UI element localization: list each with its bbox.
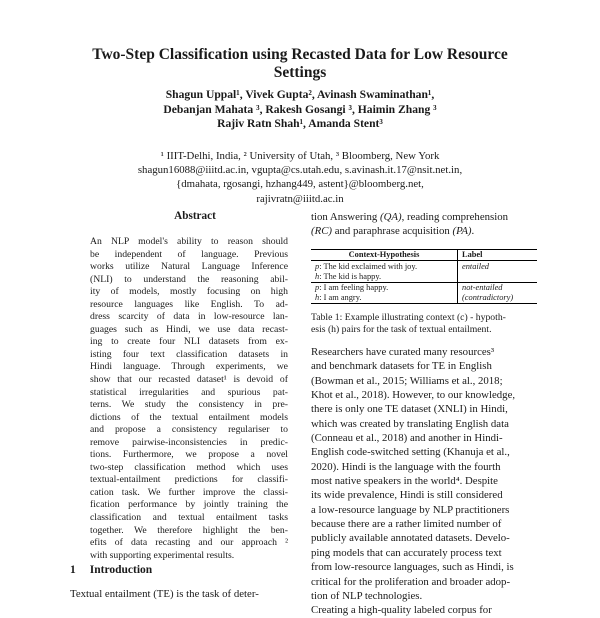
right-column-body [311, 345, 537, 618]
email-line: {dmahata, rgosangi, hzhang449, astent}@bloomberg.net, [176, 178, 424, 191]
abstract-line: fication performance by jointly training the [90, 499, 288, 511]
abstract-line: (NLI) to understand the reasoning abil- [90, 273, 288, 285]
label-cell: not-entailed [462, 283, 503, 292]
premise-marker: p [315, 262, 320, 271]
abstract-line: textual-entailment predictions for classifi- [90, 474, 288, 486]
abstract-line: with supporting experimental results. [90, 549, 235, 561]
label-cell: entailed [462, 262, 489, 271]
title-line: Settings [273, 64, 327, 81]
paper-title [60, 46, 540, 82]
abstract-body [90, 236, 288, 562]
table-cell: : I am feeling happy. [319, 283, 389, 292]
abstract-line: resource languages like English. To ad- [90, 298, 288, 310]
abstract-line: works utilize Natural Language Inference [90, 261, 288, 273]
abstract-line: ity of models, mostly focusing on high [90, 286, 288, 298]
author-list [60, 88, 540, 132]
abstract-line: cation task. We further improve the classi- [90, 486, 288, 498]
body-line: 2020). Hindi is the language with the fourth [311, 460, 501, 473]
body-line: (RC) and paraphrase acquisition (PA). [311, 225, 475, 237]
body-line: a low-resource language by NLP practitioners [311, 503, 510, 516]
author-line: Shagun Uppal¹, Vivek Gupta², Avinash Swaminathan¹, [165, 88, 435, 101]
premise-marker: p [315, 283, 320, 292]
body-line: and benchmark datasets for TE in English [311, 360, 492, 373]
abstract-line: terns. We study the consistency in pre- [90, 399, 288, 411]
abstract-line: statistical irregularities and spurious pat- [90, 386, 288, 398]
label-cell [458, 272, 538, 283]
body-line: ping models that can accurately process text [311, 546, 502, 559]
hypothesis-marker: h [315, 293, 320, 302]
abstract-heading: Abstract [174, 210, 216, 222]
abstract-line: Hindi language. Through experiments, we [90, 361, 288, 373]
body-line: which was created by translating English data [311, 417, 509, 430]
body-line: Researchers have curated many resources³ [311, 346, 495, 358]
abstract-line: be independent of language. Previous [90, 248, 288, 260]
body-italic: (RC) [311, 225, 332, 237]
table-row [311, 293, 537, 304]
affiliations [60, 149, 540, 206]
body-line: Khot et al., 2018). However, to our knowledge, [311, 389, 516, 402]
abstract-line: An NLP model's ability to reason should [90, 236, 288, 247]
body-line: its wide prevalence, Hindi is still considered [311, 489, 503, 502]
abstract-line: show that our recasted dataset¹ is devoid of [90, 374, 288, 386]
body-line: from low-resource languages, such as Hindi, is [311, 561, 514, 574]
table-row [311, 272, 537, 283]
abstract-line: ing to create four NLI datasets from ex- [90, 336, 288, 348]
table-cell: : The kid is happy. [319, 272, 382, 281]
table-cell: : The kid exclaimed with joy. [319, 262, 418, 271]
abstract-line: efits of data recasting and our approach ² [90, 537, 288, 549]
table-row [311, 283, 537, 294]
label-cell: (contradictory) [458, 293, 538, 304]
table-caption [311, 312, 537, 336]
email-line: rajivratn@iiitd.ac.in [256, 192, 344, 205]
body-line: English code-switched setting (Khanuja et al., [311, 446, 510, 459]
body-line: Creating a high-quality labeled corpus for [311, 604, 492, 617]
abstract-line: dictions of the textual entailment models [90, 411, 288, 423]
section-number: 1 [70, 564, 76, 576]
body-line: (Bowman et al., 2015; Williams et al., 2018; [311, 374, 503, 387]
abstract-line: two-step classification method which uses [90, 461, 288, 473]
right-column-top [311, 210, 537, 238]
body-italic: (QA) [379, 211, 402, 223]
affiliation-line: ¹ IIIT-Delhi, India, ² University of Utah, ³ Bloomberg, New York [160, 150, 440, 162]
body-line: tion of NLP technologies. [311, 589, 423, 602]
body-line: because there are a rather limited number of [311, 518, 502, 531]
body-line: most native speakers in the world⁴. Despite [311, 475, 498, 488]
abstract-line: and propose a consistency regulariser to [90, 424, 288, 436]
body-line: tion Answering (QA), reading comprehension [311, 211, 509, 223]
abstract-line: remove pairwise-inconsistencies in predic- [90, 436, 288, 448]
caption-line: esis (h) pairs for the task of textual entailment. [311, 324, 492, 336]
intro-first-line: Textual entailment (TE) is the task of deter- [70, 588, 259, 600]
author-line: Debanjan Mahata ³, Rakesh Gosangi ³, Haimin Zhang ³ [163, 102, 437, 116]
body-line: there is only one TE dataset (XNLI) in Hindi, [311, 403, 508, 416]
abstract-line: dress scarcity of data in low-resource lan- [90, 311, 288, 323]
body-line: critical for the proliferation and broader adop- [311, 575, 511, 588]
body-line: publicly available annotated datasets. Develo- [311, 532, 510, 545]
table-cell: : I am angry. [319, 293, 362, 302]
table-header: Context-Hypothesis [311, 250, 458, 261]
abstract-line: tions. Furthermore, we propose a novel [90, 449, 288, 461]
section-title: Introduction [89, 564, 153, 576]
abstract-line: guages such as Hindi, we use data recast- [90, 323, 288, 335]
abstract-line: classification and textual entailment tasks [90, 512, 288, 524]
example-table [311, 249, 537, 304]
abstract-line: together. We therefore highlight the ben- [90, 524, 288, 536]
hypothesis-marker: h [315, 272, 320, 281]
abstract-line: isting four text classification datasets in [90, 348, 288, 360]
section-heading [70, 564, 310, 576]
caption-line: Table 1: Example illustrating context (c) - hypoth- [311, 312, 506, 323]
author-line: Rajiv Ratn Shah¹, Amanda Stent³ [217, 117, 383, 130]
email-line: shagun16088@iiitd.ac.in, vgupta@cs.utah.edu, s.avinash.it.17@nsit.net.in, [137, 164, 463, 177]
table-header: Label [458, 250, 538, 261]
title-line: Two-Step Classification using Recasted Data for Low Resource [92, 46, 508, 63]
table-row [311, 261, 537, 273]
body-line: (Conneau et al., 2018) and another in Hindi- [311, 432, 503, 445]
body-italic: (PA) [452, 225, 472, 237]
